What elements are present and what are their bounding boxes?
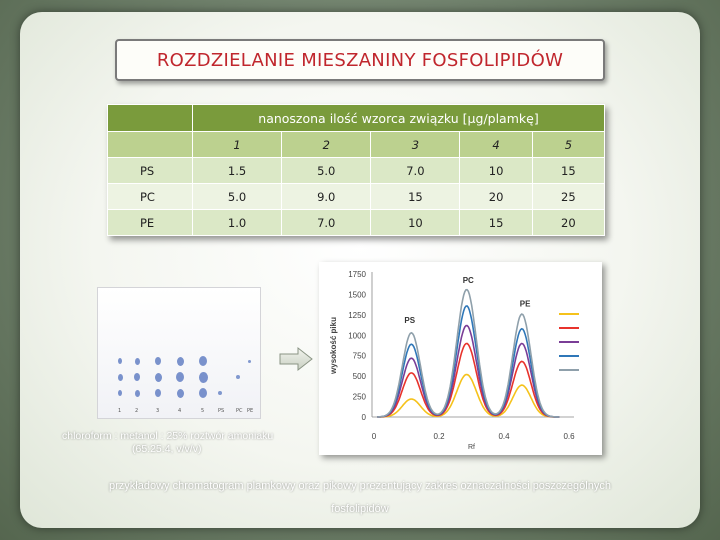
lane-label: 4 — [178, 408, 182, 414]
row-label: PC — [108, 184, 193, 210]
tlc-spot — [199, 372, 208, 383]
table-row — [108, 210, 605, 236]
tlc-spot — [155, 373, 162, 382]
column-header: 5 — [532, 132, 604, 158]
table-cell: 20 — [532, 210, 604, 236]
table-corner-cell — [108, 105, 193, 132]
x-axis-label: Rf — [468, 444, 475, 451]
table-cell: 5.0 — [193, 184, 282, 210]
column-header: 2 — [282, 132, 371, 158]
lane-label: 1 — [118, 408, 122, 414]
tlc-spot — [177, 389, 184, 398]
table-cell: 7.0 — [371, 158, 460, 184]
y-tick-label: 750 — [352, 351, 366, 361]
lane-label: PE — [247, 408, 254, 414]
tlc-spot — [155, 389, 161, 397]
solvent-line-2: (65:25:4, v/v/v) — [132, 443, 202, 455]
table-cell: 9.0 — [282, 184, 371, 210]
table-cell: 5.0 — [282, 158, 371, 184]
table-row — [108, 184, 605, 210]
y-tick-label: 1250 — [348, 310, 366, 320]
row-label: PS — [108, 158, 193, 184]
lane-label: PC — [236, 408, 243, 414]
peak-label: PE — [519, 299, 531, 309]
lane-label: 5 — [201, 408, 205, 414]
tlc-spot — [118, 358, 122, 364]
tlc-spot — [218, 391, 222, 395]
table-cell: 1.0 — [193, 210, 282, 236]
tlc-plate-image — [97, 287, 261, 419]
tlc-spot — [199, 356, 207, 366]
description-line-2: fosfolipidów — [331, 503, 389, 515]
table-cell: 15 — [460, 210, 532, 236]
lane-label: 3 — [156, 408, 160, 414]
tlc-spot — [177, 357, 184, 366]
tlc-spot — [135, 390, 140, 397]
description-line-1: przykładowy chromatogram plamkowy oraz pikowy prezentujący zakres oznaczalności poszczególnych — [109, 480, 611, 492]
tlc-spot — [135, 358, 140, 365]
tlc-spot — [134, 373, 140, 381]
x-tick-label: 0.2 — [433, 432, 445, 441]
row-label: PE — [108, 210, 193, 236]
slide-title: ROZDZIELANIE MIESZANINY FOSFOLIPIDÓW — [115, 39, 605, 81]
table-header: nanoszona ilość wzorca związku [μg/plamkę] — [193, 105, 605, 132]
right-arrow-icon — [278, 346, 314, 372]
y-tick-label: 250 — [352, 392, 366, 402]
y-tick-label: 0 — [361, 413, 366, 422]
description-caption — [40, 475, 680, 521]
x-tick-label: 0 — [371, 432, 377, 441]
table-cell: 7.0 — [282, 210, 371, 236]
table-cell: 25 — [532, 184, 604, 210]
table-cell: 1.5 — [193, 158, 282, 184]
tlc-spot — [176, 372, 184, 382]
tlc-spot — [248, 360, 251, 363]
table-cell: 15 — [371, 184, 460, 210]
column-header-blank — [108, 132, 193, 158]
tlc-spot — [236, 375, 240, 379]
peak-label: PC — [462, 275, 474, 285]
peak-chromatogram — [319, 262, 602, 455]
y-tick-label: 1500 — [348, 290, 366, 300]
tlc-spot — [118, 374, 123, 381]
column-header: 4 — [460, 132, 532, 158]
table-row — [108, 158, 605, 184]
y-tick-label: 500 — [352, 372, 366, 382]
peak-label: PS — [404, 316, 416, 326]
table-cell: 10 — [371, 210, 460, 236]
y-axis-label: wysokość piku — [329, 317, 338, 374]
table-cell: 20 — [460, 184, 532, 210]
y-tick-label: 1750 — [348, 270, 366, 279]
tlc-spot — [118, 390, 122, 396]
lane-label: 2 — [135, 408, 139, 414]
y-tick-label: 1000 — [348, 331, 366, 341]
x-tick-label: 0.6 — [563, 432, 575, 441]
x-tick-label: 0.4 — [498, 432, 510, 441]
standards-table — [107, 104, 605, 236]
column-header: 1 — [193, 132, 282, 158]
tlc-spot — [155, 357, 161, 365]
table-cell: 15 — [532, 158, 604, 184]
tlc-spot — [199, 388, 207, 398]
solvent-line-1: chloroform : metanol : 25% roztwór amoniaku — [62, 430, 274, 442]
table-cell: 10 — [460, 158, 532, 184]
column-header: 3 — [371, 132, 460, 158]
lane-label: PS — [218, 408, 225, 414]
